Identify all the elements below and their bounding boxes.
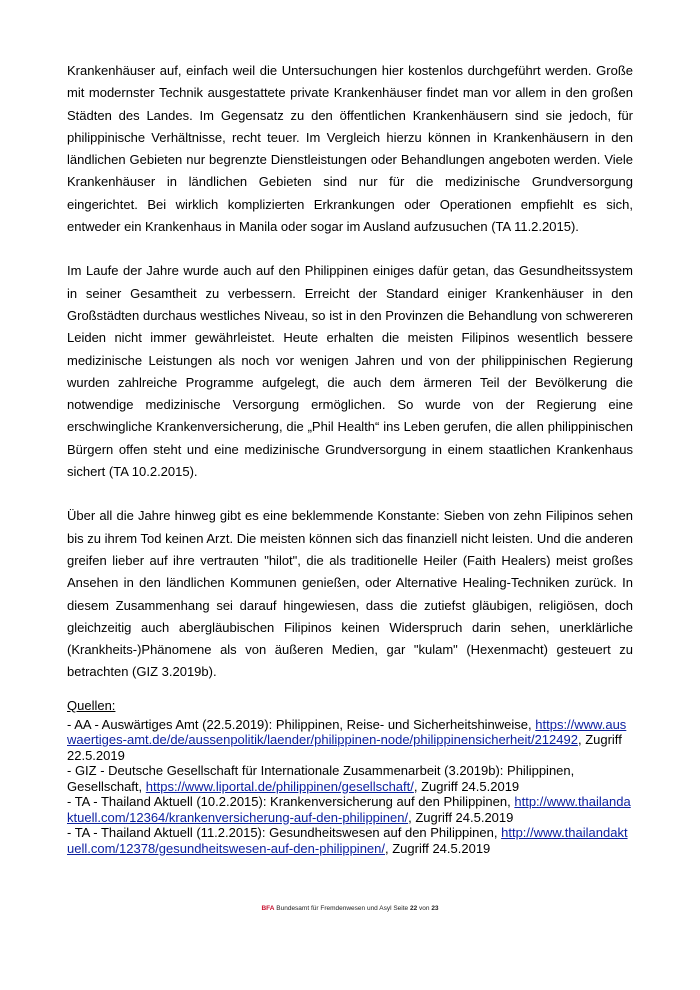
source-ta-health [67, 825, 633, 856]
source-ta-insurance-link[interactable]: http://www.thailandaktuell.com/12364/krankenversicherung-auf-den-philippinen/ [67, 794, 631, 825]
source-giz-text: - GIZ - Deutsche Gesellschaft für Internationale Zusammenarbeit (3.2019b): Philippinen, Gesellschaft, [67, 763, 575, 794]
source-ta-insurance-text: - TA - Thailand Aktuell (10.2.2015): Krankenversicherung auf den Philippinen, [67, 794, 511, 810]
paragraph-constant: Über all die Jahre hinweg gibt es eine beklemmende Konstante: Sieben von zehn Filipinos sehen bis zu ihrem Tod keinen Arzt. Die meisten können sich das finanziell nicht leisten. Und die anderen greifen lieber auf ihre vertrauten "hilot", die als traditionelle Heiler (Faith Healers) meist großes Ansehen in den ländlichen Kommunen genießen, oder Alternative Healing-Techniken zurück. In diesem Zusammenhang sei darauf hingewiesen, dass die zutiefst gläubigen, religiösen, doch gleichzeitig auch abergläubischen Filipinos keinen Widerspruch darin sehen, unerklärliche (Krankheits-)Phänomene als von äußeren Medien, gar "kulam" (Hexenmacht) gesteuert zu betrachten (GIZ 3.2019b). [67, 508, 633, 680]
source-aa-link[interactable]: https://www.auswaertiges-amt.de/de/aussenpolitik/laender/philippinen-node/philippinensicherheit/212492 [67, 716, 627, 748]
source-giz-access: , Zugriff 24.5.2019 [413, 778, 520, 794]
source-aa-text: - AA - Auswärtiges Amt (22.5.2019): Philippinen, Reise- und Sicherheitshinweise, [67, 716, 532, 732]
page-footer [0, 905, 700, 912]
source-giz [67, 763, 633, 794]
footer-text: Bundesamt für Fremdenwesen und Asyl Seite [276, 905, 409, 912]
source-ta-insurance [67, 794, 633, 825]
sources-section [67, 698, 633, 857]
paragraph-health-system: Im Laufe der Jahre wurde auch auf den Philippinen einiges dafür getan, das Gesundheitssystem in seiner Gesamtheit zu verbessern. Erreicht der Standard einiger Krankenhäuser in den Großstädten durchaus westliches Niveau, so ist in den Provinzen die Behandlung von schwereren Leiden nicht immer gewährleistet. Heute erhalten die meisten Filipinos wesentlich bessere medizinische Leistungen als noch vor wenigen Jahren und von der philippinischen Regierung wurden zahlreiche Programme aufgelegt, die auch dem ärmeren Teil der Bevölkerung die notwendige medizinische Versorgung ermöglichen. So wurde von der Regierung eine erschwingliche Krankenversicherung, die „Phil Health“ ins Leben gerufen, die allen philippinischen Bürgern offen steht und eine medizinische Grundversorgung in einem staatlichen Krankenhaus sichert (TA 10.2.2015). [67, 263, 633, 480]
bfa-logo: BFA [261, 905, 275, 912]
footer-of-label: von [419, 905, 430, 912]
footer-page-number: 22 [409, 905, 418, 912]
source-ta-health-access: , Zugriff 24.5.2019 [385, 840, 491, 856]
source-ta-health-text: - TA - Thailand Aktuell (11.2.2015): Gesundheitswesen auf den Philippinen, [67, 825, 498, 841]
source-ta-health-link[interactable]: http://www.thailandaktuell.com/12378/gesundheitswesen-auf-den-philippinen/ [67, 825, 628, 856]
source-aa [67, 717, 633, 764]
source-giz-link[interactable]: https://www.liportal.de/philippinen/gesellschaft/ [145, 778, 414, 794]
footer-page-total: 23 [431, 905, 439, 912]
document-page [67, 60, 633, 856]
sources-title: Quellen: [67, 697, 116, 713]
paragraph-hospitals: Krankenhäuser auf, einfach weil die Untersuchungen hier kostenlos durchgeführt werden. Große mit modernster Technik ausgestattete private Krankenhäuser findet man vor allem in den großen Städten des Landes. Im Gegensatz zu den öffentlichen Krankenhäusern sind sie jedoch, für philippinische Verhältnisse, recht teuer. Im Vergleich hierzu können in Krankenhäusern in den ländlichen Gebieten nur begrenzte Dienstleistungen oder Behandlungen angeboten werden. Viele Krankenhäuser in ländlichen Gebieten sind nur für die medizinische Grundversorgung eingerichtet. Bei wirklich komplizierten Erkrankungen oder Operationen empfiehlt es sich, entweder ein Krankenhaus in Manila oder sogar im Ausland aufzusuchen (TA 11.2.2015). [67, 63, 633, 235]
source-aa-access: , Zugriff 22.5.2019 [67, 732, 622, 763]
source-ta-insurance-access: , Zugriff 24.5.2019 [408, 809, 514, 825]
